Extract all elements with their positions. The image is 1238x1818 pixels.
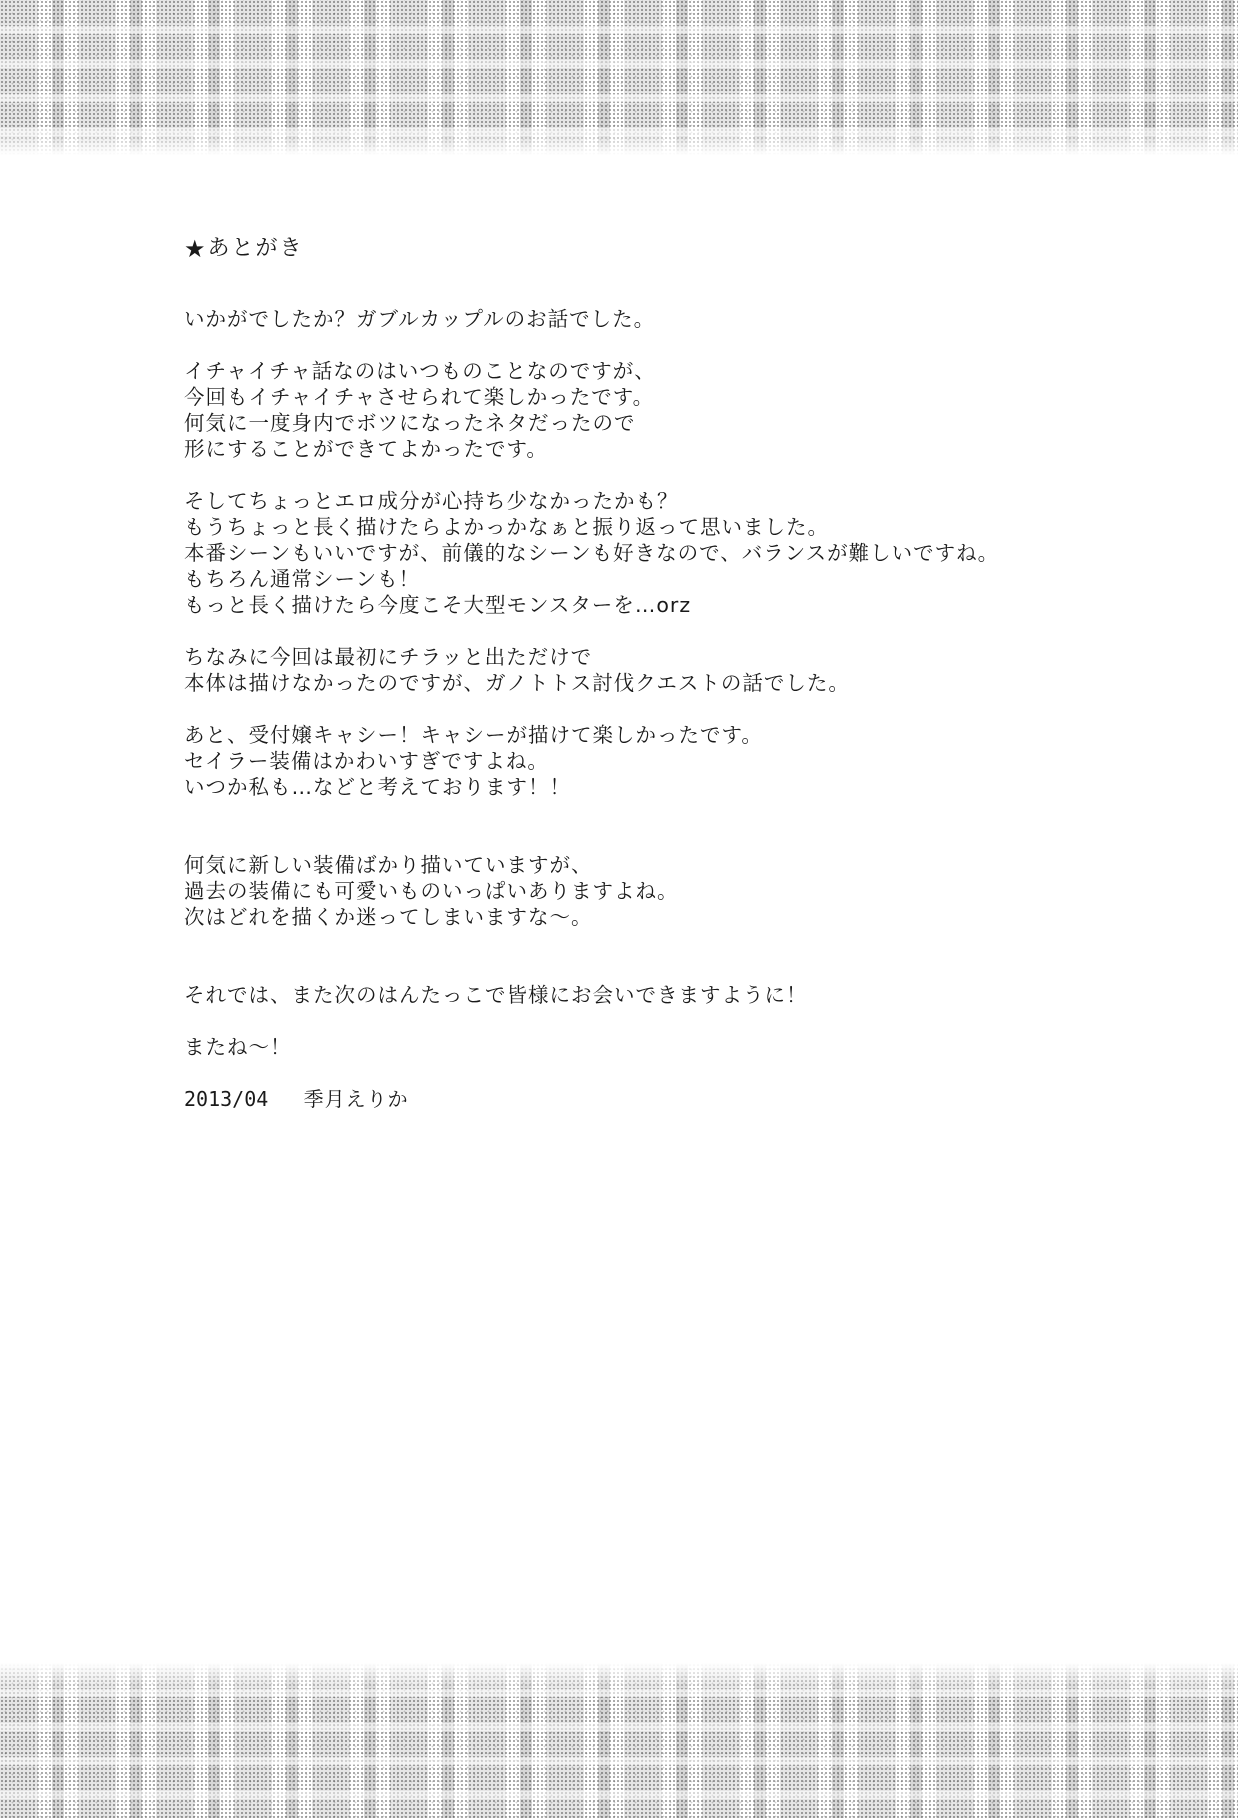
text-line: 次はどれを描くか迷ってしまいますな～。: [184, 905, 593, 929]
signature-date: 2013/04: [184, 1087, 269, 1111]
paragraph-6: [184, 852, 1144, 930]
text-line: そしてちょっとエロ成分が心持ち少なかったかも？: [184, 489, 679, 513]
text-line: 本体は描けなかったのですが、ガノトトス討伐クエストの話でした。: [184, 671, 850, 695]
text-line: あと、受付嬢キャシー！キャシーが描けて楽しかったです。: [184, 723, 763, 747]
text-line: もうちょっと長く描けたらよかっかなぁと振り返って思いました。: [184, 515, 829, 539]
paragraph-2: [184, 358, 1144, 462]
text-line: 何気に一度身内でボツになったネタだったので: [184, 411, 636, 435]
text-line: ちなみに今回は最初にチラッと出ただけで: [184, 645, 593, 669]
text-line: 本番シーンもいいですが、前儀的なシーンも好きなので、バランスが難しいですね。: [184, 541, 1000, 565]
text-line: もちろん通常シーンも！: [184, 567, 421, 591]
signature-author: 季月えりか: [303, 1087, 409, 1111]
paragraph-1: [184, 306, 1144, 332]
paragraph-7: [184, 982, 1144, 1008]
paragraph-8: [184, 1034, 1144, 1060]
afterword-heading: [184, 234, 1144, 264]
text-line: それでは、また次のはんたっこで皆様にお会いできますように！: [184, 983, 808, 1007]
text-line: 過去の装備にも可愛いものいっぱいありますよね。: [184, 879, 679, 903]
text-line: 何気に新しい装備ばかり描いていますが、: [184, 853, 593, 877]
afterword-content: [184, 234, 1144, 1112]
paragraph-4: [184, 644, 1144, 696]
text-line: もっと長く描けたら今度こそ大型モンスターを…orz: [184, 593, 692, 617]
text-line: またね～！: [184, 1035, 292, 1059]
decorative-bottom-border: [0, 1663, 1238, 1818]
text-line: 今回もイチャイチャさせられて楽しかったです。: [184, 385, 655, 409]
text-line: いかがでしたか？ガブルカップルのお話でした。: [184, 307, 656, 331]
paragraph-5: [184, 722, 1144, 800]
decorative-top-border: [0, 0, 1238, 155]
heading-text: あとがき: [207, 236, 304, 261]
text-line: 形にすることができてよかったです。: [184, 437, 548, 461]
text-line: いつか私も…などと考えております！！: [184, 775, 571, 799]
text-line: セイラー装備はかわいすぎですよね。: [184, 749, 549, 773]
paragraph-3: [184, 488, 1144, 618]
signature: [184, 1086, 1144, 1112]
text-line: イチャイチャ話なのはいつものことなのですが、: [184, 359, 656, 383]
star-icon: ★: [184, 235, 206, 263]
